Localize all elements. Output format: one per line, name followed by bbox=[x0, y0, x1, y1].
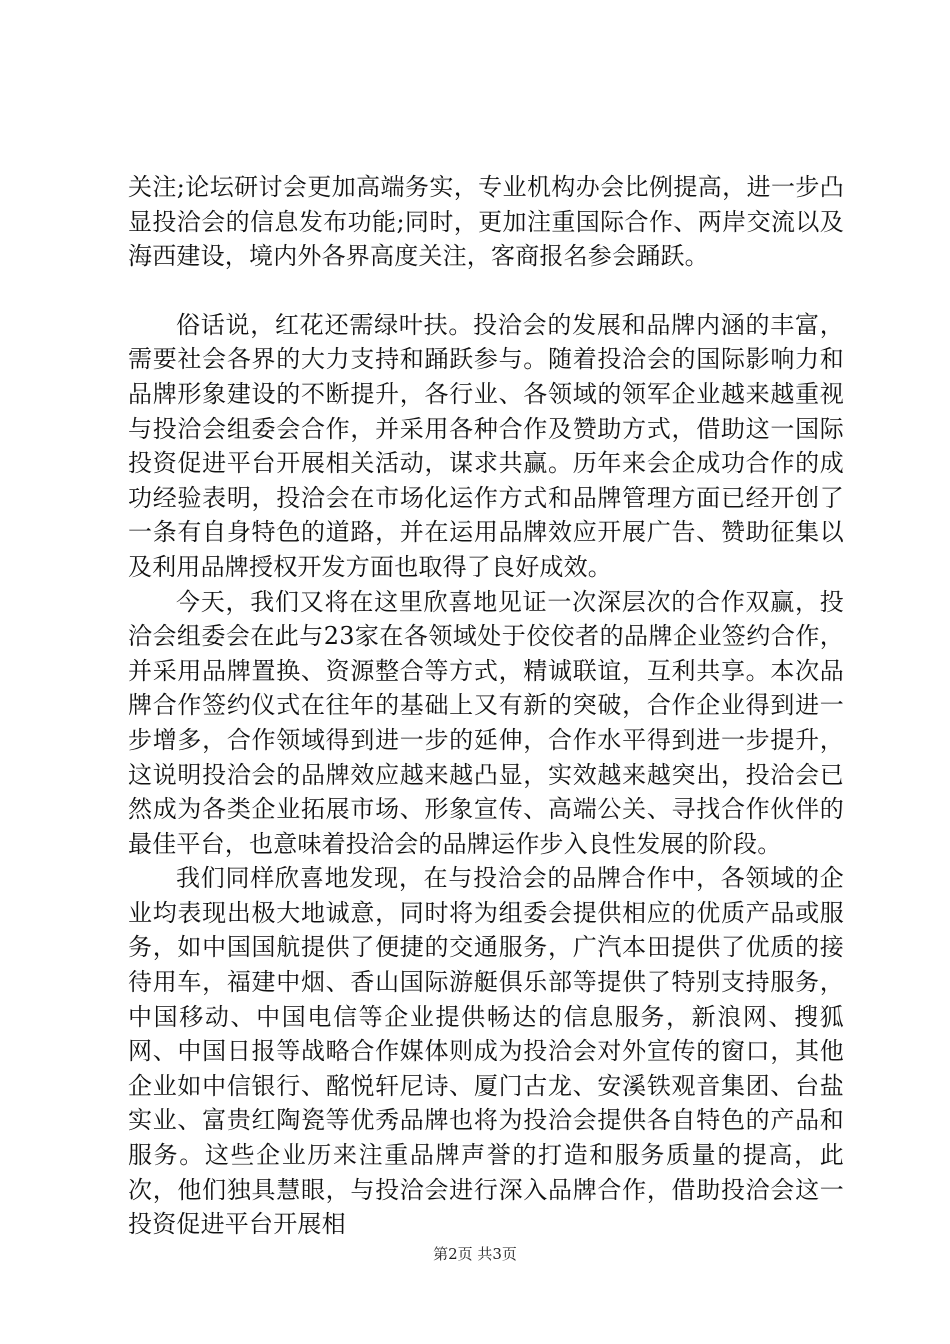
page-footer: 第2页 共3页 bbox=[433, 1245, 517, 1263]
paragraph-gap bbox=[128, 274, 844, 308]
paragraph-3: 今天，我们又将在这里欣喜地见证一次深层次的合作双赢，投洽会组委会在此与23家在各领域处于佼佼者的品牌企业签约合作，并采用品牌置换、资源整合等方式，精诚联谊，互利共享。本次品牌合作签约仪式在往年的基础上又有新的突破，合作企业得到进一步增多，合作领域得到进一步的延伸，合作水平得到进一步提升，这说明投洽会的品牌效应越来越凸显，实效越来越突出，投洽会已然成为各类企业拓展市场、形象宣传、高端公关、寻找合作伙伴的最佳平台，也意味着投洽会的品牌运作步入良性发展的阶段。 bbox=[128, 587, 844, 858]
paragraph-1: 关注;论坛研讨会更加高端务实，专业机构办会比例提高，进一步凸显投洽会的信息发布功能;同时，更加注重国际合作、两岸交流以及海西建设，境内外各界高度关注，客商报名参会踊跃。 bbox=[128, 173, 844, 271]
paragraph-2: 俗话说，红花还需绿叶扶。投洽会的发展和品牌内涵的丰富，需要社会各界的大力支持和踊跃参与。随着投洽会的国际影响力和品牌形象建设的不断提升，各行业、各领域的领军企业越来越重视与投洽会组委会合作，并采用各种合作及赞助方式，借助这一国际投资促进平台开展相关活动，谋求共赢。历年来会企成功合作的成功经验表明，投洽会在市场化运作方式和品牌管理方面已经开创了一条有自身特色的道路，并在运用品牌效应开展广告、赞助征集以及利用品牌授权开发方面也取得了良好成效。 bbox=[128, 310, 844, 581]
paragraph-4: 我们同样欣喜地发现，在与投洽会的品牌合作中，各领域的企业均表现出极大地诚意，同时将为组委会提供相应的优质产品或服务，如中国国航提供了便捷的交通服务，广汽本田提供了优质的接待用车，福建中烟、香山国际游艇俱乐部等提供了特别支持服务，中国移动、中国电信等企业提供畅达的信息服务，新浪网、搜狐网、中国日报等战略合作媒体则成为投洽会对外宣传的窗口，其他企业如中信银行、酩悦轩尼诗、厦门古龙、安溪铁观音集团、台盐实业、富贵红陶瓷等优秀品牌也将为投洽会提供各自特色的产品和服务。这些企业历来注重品牌声誉的打造和服务质量的提高，此次，他们独具慧眼，与投洽会进行深入品牌合作，借助投洽会这一投资促进平台开展相 bbox=[128, 864, 844, 1239]
document-body bbox=[128, 170, 844, 1242]
